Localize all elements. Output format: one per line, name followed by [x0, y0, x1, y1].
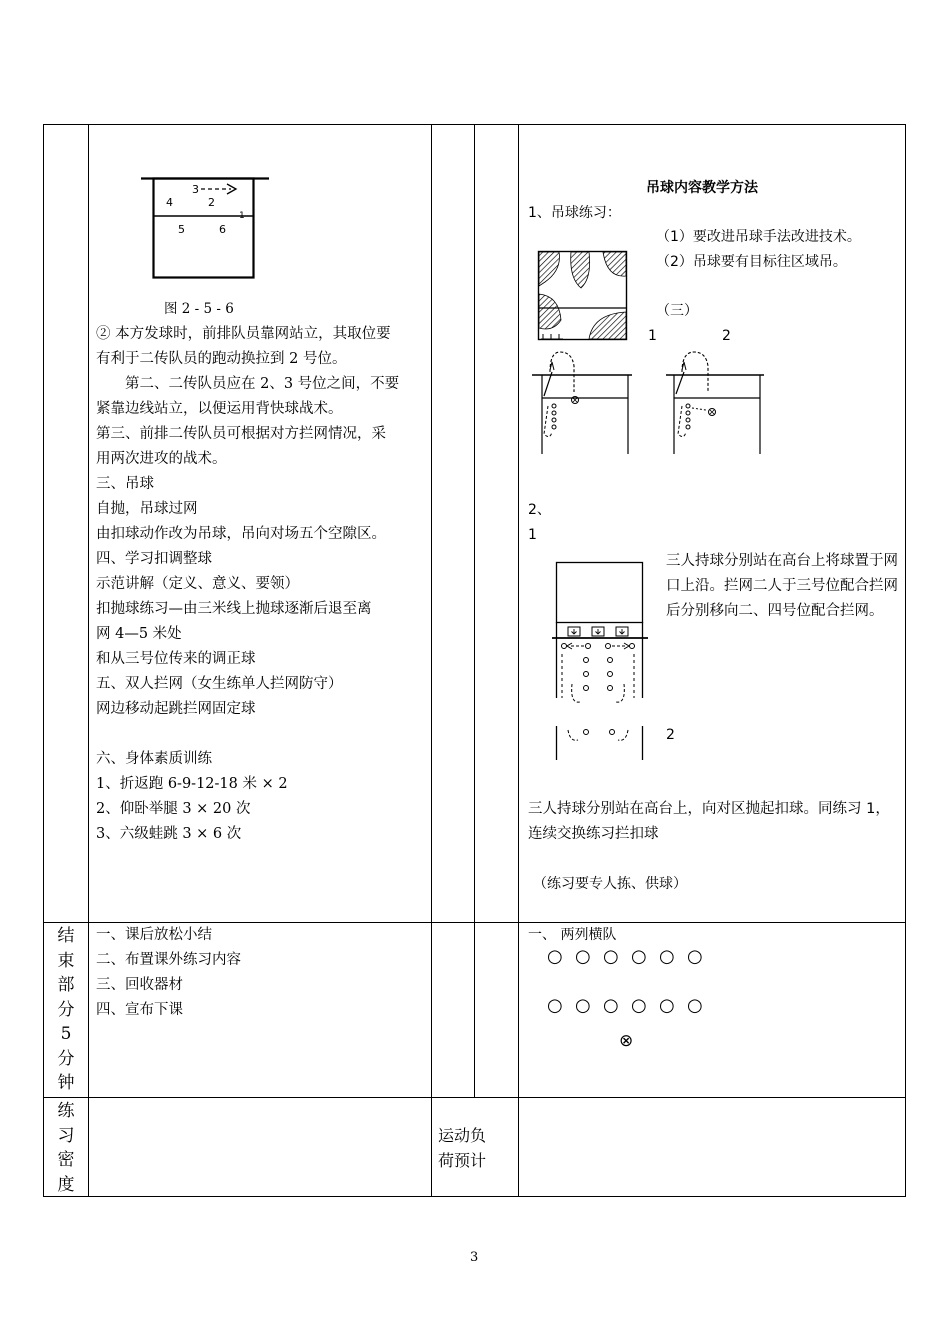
methods-title: 吊球内容教学方法	[646, 180, 758, 196]
student-circle: ○	[575, 995, 591, 1016]
sub-heading-3: （三）	[656, 303, 698, 319]
position-1: 1	[239, 211, 245, 221]
formation-title: 一、 两列横队	[528, 927, 617, 943]
content-line: 紧靠边线站立，以便运用背快球战术。	[96, 401, 343, 417]
load-label-line: 运动负	[438, 1126, 487, 1145]
content-line: 六、身体素质训练	[96, 751, 212, 767]
position-2: 2	[208, 196, 215, 209]
block-drill-diagram	[550, 558, 650, 764]
figure-2-label: 2	[722, 328, 731, 344]
practice-note: （练习要专人拣、供球）	[533, 876, 687, 892]
content-line: 网 4—5 米处	[96, 626, 182, 642]
content-line: 第三、前排二传队员可根据对方拦网情况，采	[96, 426, 386, 442]
exercise-2-number: 1	[528, 527, 537, 543]
content-line: 由扣球动作改为吊球，吊向对场五个空隙区。	[96, 526, 386, 542]
content-line: ② 本方发球时，前排队员靠网站立，其取位要	[96, 326, 391, 342]
exercise-2-number-2: 2	[666, 727, 675, 743]
court-diagram-lines	[135, 168, 275, 282]
exercise-1-label: 1、吊球练习：	[528, 205, 621, 221]
exercise-3-description: 三人持球分别站在高台上，向对区抛起扣球。同练习 1，连续交换练习拦扣球	[528, 801, 890, 842]
density-label-char: 习	[57, 1125, 75, 1146]
ending-label-char: 5	[60, 1024, 72, 1044]
requirement-1: （1）要改进吊球手法改进技术。	[656, 229, 861, 245]
exercise-2-description: 三人持球分别站在高台上将球置于网口上沿。拦网二人于三号位配合拦网后分别移向二、四号位配合拦网。	[666, 553, 898, 619]
ending-label-char: 束	[57, 950, 75, 971]
position-6: 6	[219, 223, 226, 236]
content-line: 3、六级蛙跳 3 × 6 次	[96, 826, 242, 842]
student-circle: ○	[687, 995, 703, 1016]
student-circle: ○	[547, 995, 563, 1016]
load-label-line: 荷预计	[438, 1151, 487, 1170]
load-estimate-label	[438, 1123, 486, 1173]
density-label-char: 度	[57, 1174, 75, 1195]
content-line: 有利于二传队员的跑动换拉到 2 号位。	[96, 351, 347, 367]
ending-label-char: 分	[57, 1048, 75, 1069]
content-line: 示范讲解（定义、意义、要领）	[96, 576, 299, 592]
ending-item: 一、课后放松小结	[96, 927, 212, 943]
drill-diagram-2	[664, 348, 768, 456]
ending-label-char: 部	[57, 975, 75, 995]
page-number: 3	[470, 1250, 479, 1265]
exercise-2-label: 2、	[528, 502, 551, 518]
student-circle: ○	[547, 946, 563, 967]
student-circle: ○	[575, 946, 591, 967]
content-line: 1、折返跑 6-9-12-18 米 × 2	[96, 776, 288, 792]
ending-label-char: 结	[57, 926, 75, 946]
target-zone-diagram	[535, 248, 635, 346]
position-4: 4	[166, 196, 173, 209]
student-circle: ○	[659, 995, 675, 1016]
content-line: 网边移动起跳拦网固定球	[96, 701, 256, 717]
student-circle: ○	[603, 995, 619, 1016]
content-line: 第二、二传队员应在 2、3 号位之间，不要	[96, 376, 400, 392]
content-line: 三、吊球	[96, 476, 154, 492]
student-circle: ○	[603, 946, 619, 967]
density-label	[51, 1099, 81, 1197]
content-line: 四、学习扣调整球	[96, 551, 212, 567]
content-line: 五、双人拦网（女生练单人拦网防守）	[96, 676, 343, 692]
drill-diagram-1	[530, 348, 634, 456]
position-3: 3	[192, 183, 199, 196]
ending-label-char: 分	[57, 999, 75, 1020]
requirement-2: （2）吊球要有目标往区域吊。	[656, 254, 847, 270]
student-circle: ○	[687, 946, 703, 967]
density-label-char: 练	[57, 1101, 75, 1121]
content-line: 和从三号位传来的调正球	[96, 651, 256, 667]
ending-item: 四、宣布下课	[96, 1002, 183, 1018]
ending-label-char: 钟	[57, 1073, 75, 1093]
content-line: 扣抛球练习—由三米线上抛球逐渐后退至离	[96, 601, 372, 617]
student-circle: ○	[631, 946, 647, 967]
content-line: 自抛，吊球过网	[96, 501, 198, 517]
student-circle: ○	[659, 946, 675, 967]
figure-caption: 图 2 - 5 - 6	[164, 301, 234, 317]
ending-item: 二、布置课外练习内容	[96, 952, 241, 968]
content-line: 2、仰卧举腿 3 × 20 次	[96, 801, 251, 817]
student-circle: ○	[631, 995, 647, 1016]
teacher-icon: ⊗	[619, 1031, 634, 1051]
figure-1-label: 1	[648, 328, 657, 344]
position-5: 5	[178, 223, 185, 236]
content-line: 用两次进攻的战术。	[96, 451, 227, 467]
density-label-char: 密	[57, 1150, 75, 1170]
ending-item: 三、回收器材	[96, 977, 183, 993]
ending-label	[51, 924, 81, 1096]
